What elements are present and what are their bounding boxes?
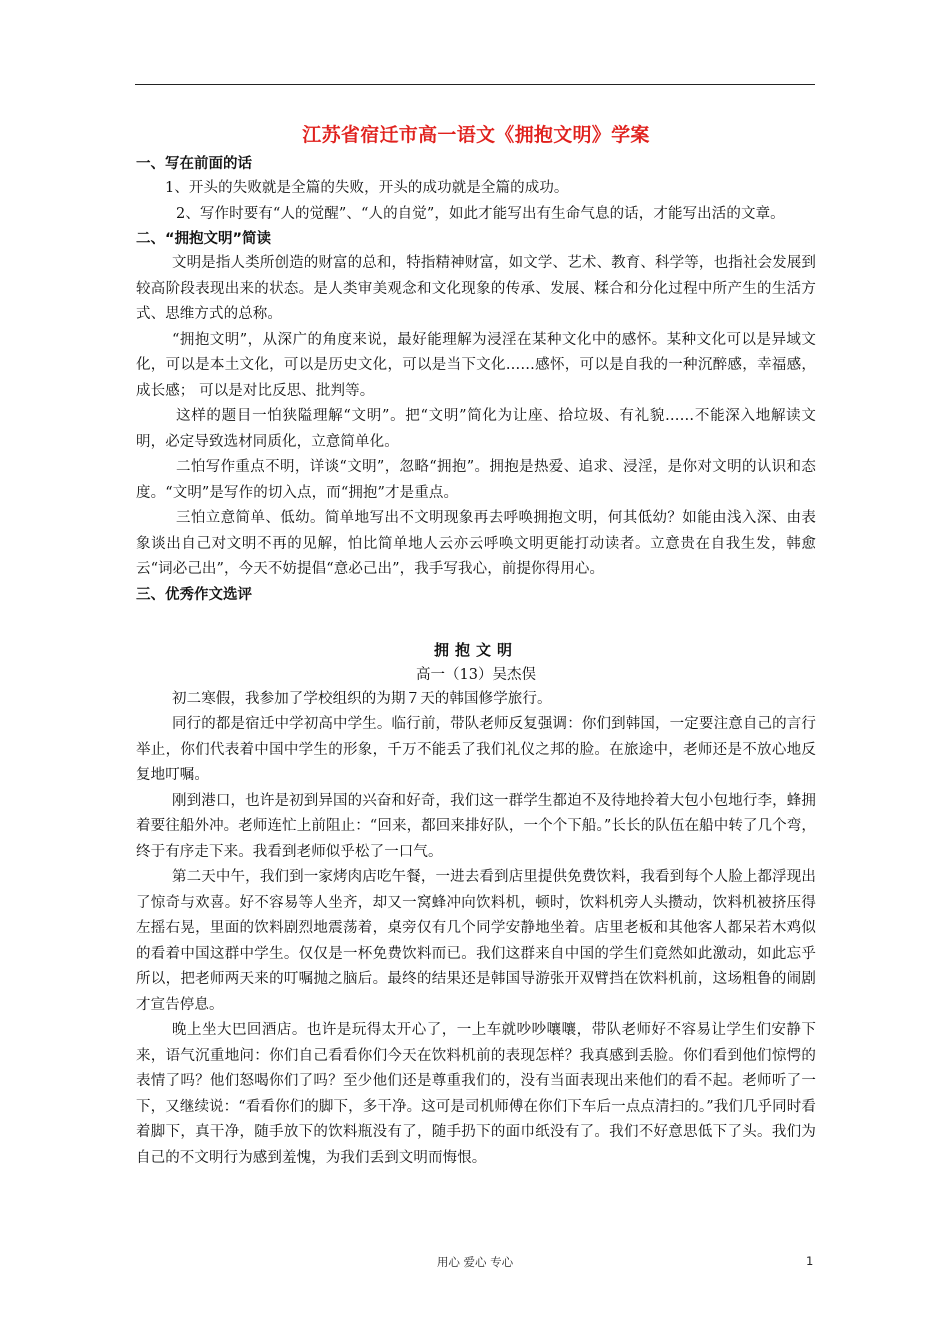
page-number: 1 [806,1254,814,1268]
essay-paragraph: 同行的都是宿迁中学初高中学生。临行前，带队老师反复强调：你们到韩国，一定要注意自己的言行举止，你们代表着中国中学生的形象，千万不能丢了我们礼仪之邦的脸。在旅途中，老师还是不放心地反复地叮嘱。 [136,716,816,783]
document-title: 江苏省宿迁市高一语文《拥抱文明》学案 [302,124,650,146]
paragraph: 二怕写作重点不明，详谈“文明”，忽略“拥抱”。拥抱是热爱、追求、浸淫，是你对文明的认识和态度。“文明”是写作的切入点，而“拥抱”才是重点。 [136,459,816,501]
essay-paragraph: 第二天中午，我们到一家烤肉店吃午餐，一进去看到店里提供免费饮料，我看到每个人脸上都浮现出了惊奇与欢喜。好不容易等人坐齐，却又一窝蜂冲向饮料机，顿时，饮料机旁人头攒动，饮料机被挤压得左摇右晃，里面的饮料剧烈地震荡着，桌旁仅有几个同学安静地坐着。店里老板和其他客人都呆若木鸡似的看着中国这群中学生。仅仅是一杯免费饮料而已。我们这群来自中国的学生们竟然如此激动，如此忘乎所以，把老师两天来的叮嘱抛之脑后。最终的结果还是韩国导游张开双臂挡在饮料机前，这场粗鲁的闹剧才宣告停息。 [136,869,816,1013]
footer-motto: 用心 爱心 专心 [436,1255,514,1269]
header-rule [135,84,815,85]
spacer [136,607,816,637]
paragraph: 1、开头的失败就是全篇的失败，开头的成功就是全篇的成功。 [165,180,569,196]
essay-paragraph: 晚上坐大巴回酒店。也许是玩得太开心了，一上车就吵吵嚷嚷，带队老师好不容易让学生们安静下来，语气沉重地问：你们自己看看你们今天在饮料机前的表现怎样？我真感到丢脸。你们看到他们惊愕的表情了吗？他们怒喝你们了吗？至少他们还是尊重我们的，没有当面表现出来他们的看不起。老师听了一下，又继续说：“看看你们的脚下，多干净。这可是司机师傅在你们下车后一点点清扫的。”我们几乎同时看着脚下，真干净，随手放下的饮料瓶没有了，随手扔下的面巾纸没有了。我们不好意思低下了头。我们为自己的不文明行为感到羞愧，为我们丢到文明而悔恨。 [136,1022,816,1166]
essay-author: 高一（13）吴杰俣 [416,666,536,683]
paragraph: 2、写作时要有“人的觉醒”、“人的自觉”，如此才能写出有生命气息的话，才能写出活的文章。 [176,205,785,222]
section-heading-foreword: 一、写在前面的话 [136,156,252,172]
paragraph: 三怕立意简单、低幼。简单地写出不文明现象再去呼唤拥抱文明，何其低幼？如能由浅入深、由表象谈出自己对文明不再的见解，怕比简单地人云亦云呼唤文明更能打动读者。立意贵在自我生发，韩愈云“词必己出”，今天不妨提倡“意必己出”，我手写我心，前提你得用心。 [136,510,816,577]
document-body [136,118,816,1171]
paragraph: 文明是指人类所创造的财富的总和，特指精神财富，如文学、艺术、教育、科学等，也指社会发展到较高阶段表现出来的状态。是人类审美观念和文化现象的传承、发展、糅合和分化过程中所产生的生活方式、思维方式的总称。 [136,255,816,322]
section-heading-reading: 二、“拥抱文明”简读 [136,231,272,247]
section-heading-essays: 三、优秀作文选评 [136,586,252,603]
paragraph: “拥抱文明”，从深广的角度来说，最好能理解为浸淫在某种文化中的感怀。某种文化可以是异域文化，可以是本土文化，可以是历史文化，可以是当下文化……感怀，可以是自我的一种沉醉感，幸福感，成长感； 可以是对比反思、批判等。 [136,331,816,399]
essay-paragraph: 初二寒假，我参加了学校组织的为期７天的韩国修学旅行。 [172,690,552,707]
paragraph: 这样的题目一怕狭隘理解“文明”。把“文明”简化为让座、拾垃圾、有礼貌……不能深入地解读文明，必定导致选材同质化，立意简单化。 [136,408,816,450]
essay-paragraph: 刚到港口，也许是初到异国的兴奋和好奇，我们这一群学生都迫不及待地拎着大包小包地行李，蜂拥着要往船外冲。老师连忙上前阻止：“回来，都回来排好队，一个个下船。”长长的队伍在船中转了几个弯，终于有序走下来。我看到老师似乎松了一口气。 [136,792,816,860]
essay-title: 拥抱文明 [433,640,518,659]
